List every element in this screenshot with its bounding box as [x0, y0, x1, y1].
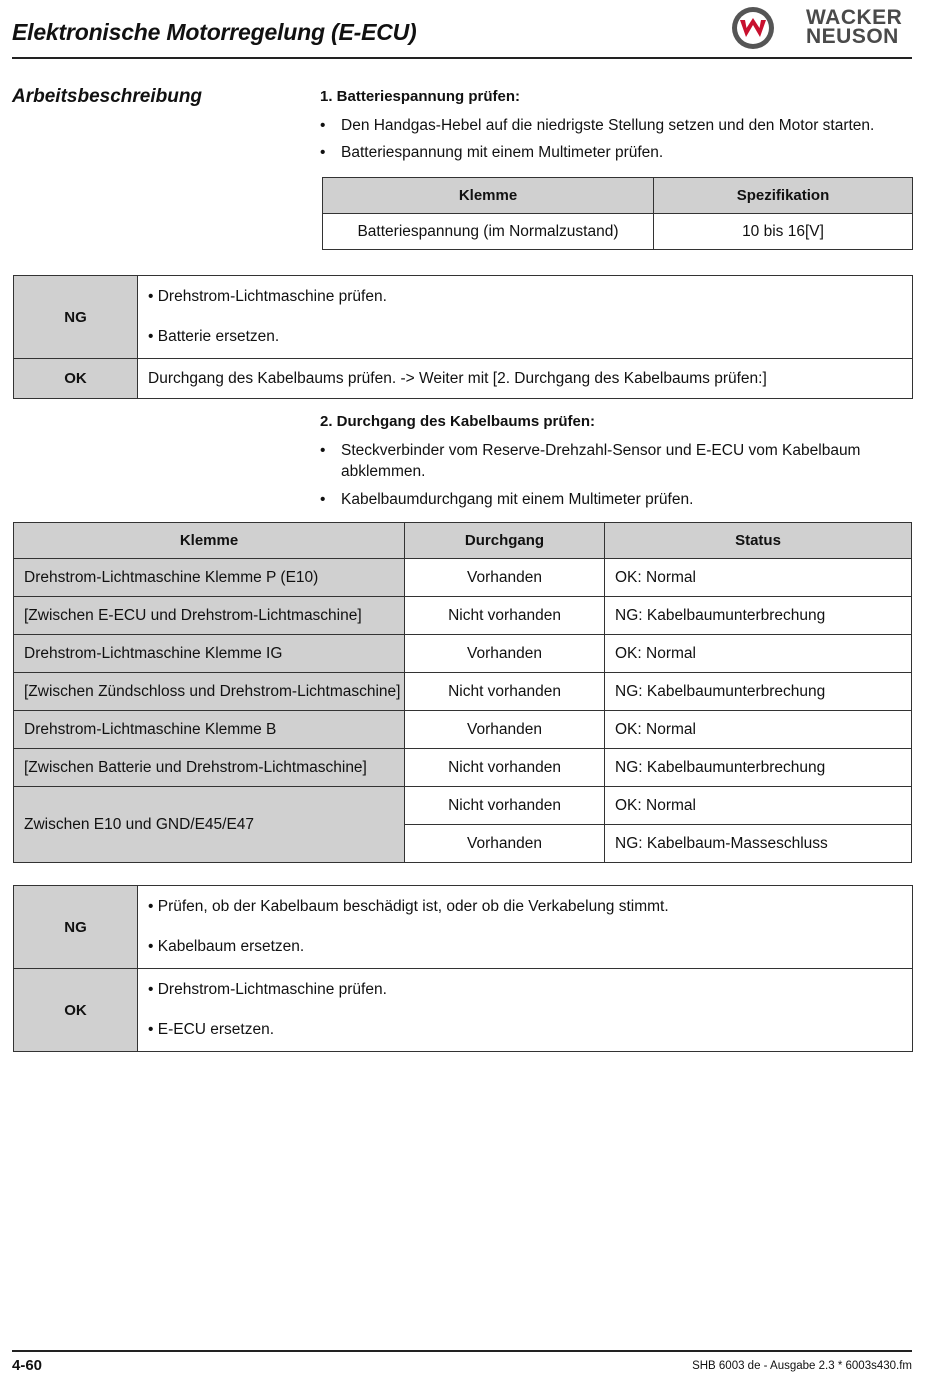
table-row [14, 559, 912, 597]
table-cell: Nicht vorhanden [405, 749, 605, 787]
table-cell: [Zwischen Batterie und Drehstrom-Lichtmaschine] [14, 749, 405, 787]
list-item: • Prüfen, ob der Kabelbaum beschädigt ist, oder ob die Verkabelung stimmt. [148, 898, 669, 915]
step1-title: 1. Batteriespannung prüfen: [320, 88, 521, 105]
step2-result-table [13, 885, 913, 1052]
table-header: Durchgang [405, 523, 605, 559]
table-cell: NG: Kabelbaumunterbrechung [605, 597, 912, 635]
ok-label: OK [14, 359, 138, 399]
table-cell: Drehstrom-Lichtmaschine Klemme P (E10) [14, 559, 405, 597]
list-item: • Drehstrom-Lichtmaschine prüfen. [148, 288, 387, 305]
table-cell: [Zwischen E-ECU und Drehstrom-Lichtmaschine] [14, 597, 405, 635]
document-reference: SHB 6003 de - Ausgabe 2.3 * 6003s430.fm [692, 1360, 912, 1372]
step2-title: 2. Durchgang des Kabelbaums prüfen: [320, 413, 596, 430]
step2-bullet: • Kabelbaumdurchgang mit einem Multimeter prüfen. [320, 491, 694, 508]
table-cell: Zwischen E10 und GND/E45/E47 [14, 787, 405, 863]
table-cell: Drehstrom-Lichtmaschine Klemme B [14, 711, 405, 749]
header-divider [12, 57, 912, 59]
table-cell: Batteriespannung (im Normalzustand) [323, 214, 654, 250]
ok-action: Durchgang des Kabelbaums prüfen. -> Weiter mit [2. Durchgang des Kabelbaums prüfen:] [138, 359, 913, 399]
step1-bullet: • Batteriespannung mit einem Multimeter prüfen. [320, 144, 664, 161]
ng-label: NG [14, 886, 138, 969]
list-item: • Kabelbaum ersetzen. [148, 938, 305, 955]
table-row [14, 635, 912, 673]
table-cell: Vorhanden [405, 559, 605, 597]
table-cell: Vorhanden [405, 635, 605, 673]
step2-bullet: • Steckverbinder vom Reserve-Drehzahl-Sensor und E-ECU vom Kabelbaum abklemmen. [320, 442, 861, 480]
step1-bullet: • Den Handgas-Hebel auf die niedrigste Stellung setzen und den Motor starten. [320, 117, 875, 134]
table-row [14, 673, 912, 711]
section-heading: Arbeitsbeschreibung [12, 86, 203, 107]
table-row [14, 749, 912, 787]
ng-actions [138, 886, 913, 969]
table-cell: OK: Normal [605, 711, 912, 749]
table-cell: NG: Kabelbaumunterbrechung [605, 673, 912, 711]
wacker-neuson-logo-icon [731, 6, 775, 50]
table-header: Klemme [14, 523, 405, 559]
table-cell: OK: Normal [605, 635, 912, 673]
bullet-dot-icon: • [320, 144, 326, 161]
table-cell: Vorhanden [405, 711, 605, 749]
table-cell: Nicht vorhanden [405, 787, 605, 825]
table-row [14, 711, 912, 749]
step1-result-table [13, 275, 913, 399]
ok-label: OK [14, 969, 138, 1052]
continuity-table [13, 522, 912, 863]
table-cell: OK: Normal [605, 787, 912, 825]
table-cell: [Zwischen Zündschloss und Drehstrom-Lichtmaschine] [14, 673, 405, 711]
battery-spec-table [322, 177, 913, 250]
table-row [14, 597, 912, 635]
page-title: Elektronische Motorregelung (E-ECU) [12, 19, 417, 45]
footer-divider [12, 1350, 912, 1352]
table-header: Status [605, 523, 912, 559]
bullet-dot-icon: • [320, 117, 326, 134]
table-cell: NG: Kabelbaum-Masseschluss [605, 825, 912, 863]
ng-actions [138, 276, 913, 359]
bullet-dot-icon: • [320, 491, 326, 508]
list-item: • Batterie ersetzen. [148, 328, 280, 345]
table-header: Klemme [323, 178, 654, 214]
table-cell: Nicht vorhanden [405, 673, 605, 711]
list-item: • E-ECU ersetzen. [148, 1021, 275, 1038]
table-row [14, 787, 912, 825]
brand-line-2: NEUSON [806, 25, 899, 48]
page-number: 4-60 [12, 1357, 43, 1374]
ok-actions [138, 969, 913, 1052]
table-cell: Vorhanden [405, 825, 605, 863]
brand-line-1: WACKER [806, 6, 903, 29]
table-cell: 10 bis 16[V] [654, 214, 913, 250]
ng-label: NG [14, 276, 138, 359]
table-header: Spezifikation [654, 178, 913, 214]
list-item: • Drehstrom-Lichtmaschine prüfen. [148, 981, 387, 998]
table-cell: Drehstrom-Lichtmaschine Klemme IG [14, 635, 405, 673]
brand-logo-text [806, 8, 902, 46]
table-cell: OK: Normal [605, 559, 912, 597]
table-cell: NG: Kabelbaumunterbrechung [605, 749, 912, 787]
bullet-dot-icon: • [320, 442, 326, 459]
table-cell: Nicht vorhanden [405, 597, 605, 635]
